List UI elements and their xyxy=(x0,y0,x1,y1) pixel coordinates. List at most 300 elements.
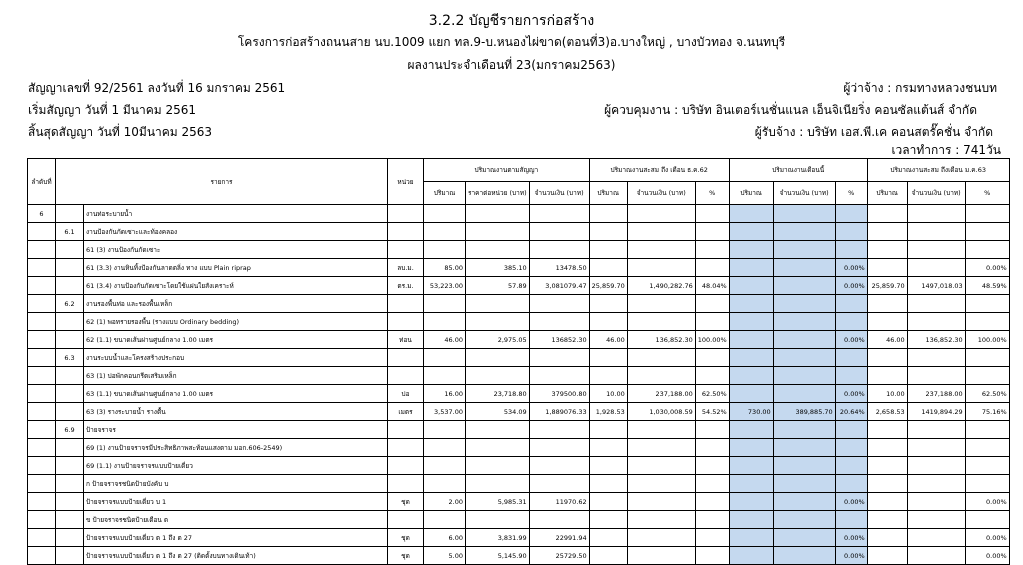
table-cell xyxy=(729,313,773,331)
table-cell xyxy=(867,223,907,241)
table-cell xyxy=(867,439,907,457)
table-cell xyxy=(729,367,773,385)
table-cell xyxy=(424,295,466,313)
table-cell: 75.16% xyxy=(965,403,1009,421)
construction-items-table xyxy=(27,158,1010,565)
table-cell xyxy=(28,511,56,529)
table-cell xyxy=(589,457,627,475)
table-cell xyxy=(56,403,84,421)
col-qty: ปริมาณ xyxy=(424,182,466,205)
table-cell: 0.00% xyxy=(965,259,1009,277)
table-cell: 11970.62 xyxy=(529,493,589,511)
table-cell xyxy=(695,457,729,475)
table-cell xyxy=(695,259,729,277)
table-row xyxy=(28,241,1010,259)
table-cell: 5,145.90 xyxy=(466,547,530,565)
table-cell xyxy=(835,241,867,259)
table-cell: 62.50% xyxy=(965,385,1009,403)
table-cell: 62 (1) พอทรายรองพื้น (รางแบบ Ordinary bedding) xyxy=(84,313,388,331)
table-row xyxy=(28,223,1010,241)
table-cell: งานท่อระบายน้ำ xyxy=(84,205,388,223)
table-cell xyxy=(965,511,1009,529)
table-cell: 0.00% xyxy=(835,259,867,277)
table-cell xyxy=(835,421,867,439)
table-cell: 53,223.00 xyxy=(424,277,466,295)
table-cell xyxy=(424,349,466,367)
table-cell xyxy=(627,223,695,241)
table-cell xyxy=(695,493,729,511)
table-cell: 0.00% xyxy=(835,277,867,295)
table-cell: ชุด xyxy=(388,529,424,547)
table-cell xyxy=(695,475,729,493)
table-cell xyxy=(695,349,729,367)
table-cell xyxy=(907,511,965,529)
table-cell xyxy=(627,205,695,223)
table-cell xyxy=(773,511,835,529)
col-prev: ปริมาณงานสะสม ถึง เดือน ธ.ค.62 xyxy=(589,159,729,182)
table-cell xyxy=(424,313,466,331)
table-cell xyxy=(773,457,835,475)
table-cell xyxy=(965,295,1009,313)
table-cell: 48.04% xyxy=(695,277,729,295)
table-cell xyxy=(965,367,1009,385)
table-cell xyxy=(867,421,907,439)
table-cell xyxy=(867,313,907,331)
table-cell: 237,188.00 xyxy=(907,385,965,403)
table-cell xyxy=(529,457,589,475)
table-cell: 16.00 xyxy=(424,385,466,403)
table-cell xyxy=(907,295,965,313)
table-cell xyxy=(627,421,695,439)
table-cell: 61 (3.3) งานหินทิ้งป้องกันลาดตลิ่ง ทาง แบบ Plain riprap xyxy=(84,259,388,277)
table-cell xyxy=(965,313,1009,331)
table-cell xyxy=(589,493,627,511)
table-row xyxy=(28,403,1010,421)
table-cell xyxy=(907,367,965,385)
table-cell xyxy=(28,439,56,457)
table-cell xyxy=(424,439,466,457)
table-cell: 1497,018.03 xyxy=(907,277,965,295)
col-item: รายการ xyxy=(56,159,388,205)
table-cell: 6.00 xyxy=(424,529,466,547)
table-cell: 2.00 xyxy=(424,493,466,511)
table-cell xyxy=(773,367,835,385)
table-cell xyxy=(529,439,589,457)
table-cell: ข ป้ายจราจรชนิดป้ายเตือน ต xyxy=(84,511,388,529)
table-cell xyxy=(729,295,773,313)
table-cell xyxy=(907,475,965,493)
table-cell: 61 (3) งานป้องกันกัดเซาะ xyxy=(84,241,388,259)
table-cell xyxy=(907,259,965,277)
table-cell xyxy=(907,493,965,511)
supervisor: ผู้ควบคุมงาน : บริษัท อินเตอร์เนชั่นแนล เอ็นจิเนียริ่ง คอนซัลแต้นส์ จำกัด xyxy=(604,103,977,117)
table-cell: 6 xyxy=(28,205,56,223)
table-cell xyxy=(424,241,466,259)
table-row xyxy=(28,295,1010,313)
table-cell: ป้ายจราจรแบบป้ายเดี่ยว ต 1 ถึง ต 27 (ติดตั้งบนทางเดินเท้า) xyxy=(84,547,388,565)
table-cell xyxy=(28,457,56,475)
table-cell xyxy=(867,259,907,277)
table-cell xyxy=(388,241,424,259)
table-row xyxy=(28,493,1010,511)
table-cell xyxy=(773,205,835,223)
employer: ผู้ว่าจ้าง : กรมทางหลวงชนบท xyxy=(843,81,997,95)
contract-start: เริ่มสัญญา วันที่ 1 มีนาคม 2561 xyxy=(28,103,197,117)
table-cell xyxy=(28,475,56,493)
table-cell xyxy=(835,349,867,367)
table-cell xyxy=(867,493,907,511)
table-cell: 2,975.05 xyxy=(466,331,530,349)
table-cell xyxy=(965,421,1009,439)
table-cell: ป้ายจราจรแบบป้ายเดี่ยว บ 1 xyxy=(84,493,388,511)
table-cell xyxy=(729,205,773,223)
table-row xyxy=(28,349,1010,367)
table-cell xyxy=(627,313,695,331)
table-cell xyxy=(466,511,530,529)
table-cell xyxy=(965,241,1009,259)
table-cell xyxy=(56,385,84,403)
table-cell xyxy=(773,349,835,367)
table-cell xyxy=(627,475,695,493)
table-cell xyxy=(965,223,1009,241)
table-cell xyxy=(589,313,627,331)
table-cell xyxy=(907,457,965,475)
table-cell xyxy=(867,511,907,529)
table-cell xyxy=(695,439,729,457)
table-cell: ตร.ม. xyxy=(388,277,424,295)
table-cell: 62 (1.1) ขนาดเส้นผ่านศูนย์กลาง 1.00 เมตร xyxy=(84,331,388,349)
table-cell xyxy=(56,277,84,295)
table-cell xyxy=(529,223,589,241)
table-cell xyxy=(729,511,773,529)
table-cell: 3,081079.47 xyxy=(529,277,589,295)
table-cell xyxy=(28,331,56,349)
table-cell: 0.00% xyxy=(835,547,867,565)
table-cell xyxy=(589,421,627,439)
table-cell: 534.09 xyxy=(466,403,530,421)
table-cell: 237,188.00 xyxy=(627,385,695,403)
table-cell xyxy=(388,223,424,241)
col-amount: จำนวนเงิน (บาท) xyxy=(627,182,695,205)
table-cell xyxy=(388,421,424,439)
table-cell: 6.3 xyxy=(56,349,84,367)
table-cell xyxy=(529,511,589,529)
table-cell xyxy=(729,547,773,565)
table-cell xyxy=(907,223,965,241)
table-row xyxy=(28,421,1010,439)
table-cell xyxy=(695,547,729,565)
table-cell: 62.50% xyxy=(695,385,729,403)
table-cell xyxy=(466,349,530,367)
table-cell xyxy=(424,511,466,529)
table-cell xyxy=(529,205,589,223)
table-cell xyxy=(388,295,424,313)
table-cell: 54.52% xyxy=(695,403,729,421)
table-cell: 0.00% xyxy=(965,493,1009,511)
col-amount: จำนวนเงิน (บาท) xyxy=(907,182,965,205)
table-cell xyxy=(388,511,424,529)
table-cell xyxy=(589,295,627,313)
table-cell xyxy=(28,259,56,277)
table-cell: 0.00% xyxy=(835,493,867,511)
table-cell xyxy=(907,313,965,331)
table-cell: 23,718.80 xyxy=(466,385,530,403)
table-cell xyxy=(835,205,867,223)
table-cell: 1,928.53 xyxy=(589,403,627,421)
table-cell xyxy=(773,241,835,259)
table-cell xyxy=(388,439,424,457)
table-cell xyxy=(388,367,424,385)
table-cell xyxy=(729,349,773,367)
table-cell: เมตร xyxy=(388,403,424,421)
table-cell xyxy=(695,223,729,241)
report-period: ผลงานประจำเดือนที่ 23(มกราคม2563) xyxy=(407,58,616,72)
table-cell: 136,852.30 xyxy=(627,331,695,349)
table-cell xyxy=(466,439,530,457)
table-cell xyxy=(965,349,1009,367)
table-cell: 20.64% xyxy=(835,403,867,421)
table-cell xyxy=(729,259,773,277)
table-cell xyxy=(867,349,907,367)
table-cell: งานป้องกันกัดเซาะและท้องคลอง xyxy=(84,223,388,241)
table-cell xyxy=(56,547,84,565)
table-cell xyxy=(835,367,867,385)
table-cell: 46.00 xyxy=(424,331,466,349)
table-row xyxy=(28,331,1010,349)
table-cell xyxy=(729,493,773,511)
table-cell: 6.1 xyxy=(56,223,84,241)
col-pct: % xyxy=(835,182,867,205)
table-cell xyxy=(529,313,589,331)
table-row xyxy=(28,547,1010,565)
table-cell xyxy=(627,547,695,565)
table-cell xyxy=(867,205,907,223)
table-cell: 2,658.53 xyxy=(867,403,907,421)
table-cell xyxy=(388,205,424,223)
col-qty: ปริมาณ xyxy=(867,182,907,205)
table-cell xyxy=(589,223,627,241)
table-cell: 0.00% xyxy=(965,529,1009,547)
table-cell xyxy=(56,205,84,223)
col-unit-price: ราคาต่อหน่วย (บาท) xyxy=(466,182,530,205)
table-cell xyxy=(424,421,466,439)
table-cell xyxy=(729,439,773,457)
table-cell xyxy=(627,241,695,259)
table-cell xyxy=(56,313,84,331)
table-cell xyxy=(589,205,627,223)
table-cell xyxy=(56,331,84,349)
col-amount: จำนวนเงิน (บาท) xyxy=(529,182,589,205)
col-cum: ปริมาณงานสะสม ถึงเดือน ม.ค.63 xyxy=(867,159,1009,182)
table-cell xyxy=(424,223,466,241)
table-row xyxy=(28,259,1010,277)
table-cell: ชุด xyxy=(388,493,424,511)
table-cell xyxy=(28,241,56,259)
table-cell xyxy=(529,367,589,385)
table-cell xyxy=(589,475,627,493)
table-cell xyxy=(773,421,835,439)
table-cell xyxy=(627,511,695,529)
table-cell xyxy=(867,367,907,385)
table-cell: 3,537.00 xyxy=(424,403,466,421)
table-body xyxy=(28,205,1010,565)
table-cell xyxy=(773,259,835,277)
table-cell: บ่อ xyxy=(388,385,424,403)
table-cell xyxy=(773,493,835,511)
table-cell xyxy=(28,277,56,295)
table-cell: 100.00% xyxy=(965,331,1009,349)
table-cell xyxy=(835,457,867,475)
table-cell: 63 (1.1) ขนาดเส้นผ่านศูนย์กลาง 1.00 เมตร xyxy=(84,385,388,403)
table-cell xyxy=(695,205,729,223)
table-cell xyxy=(529,241,589,259)
table-cell xyxy=(773,223,835,241)
table-row xyxy=(28,511,1010,529)
contract-number: สัญญาเลขที่ 92/2561 ลงวันที่ 16 มกราคม 2561 xyxy=(28,81,286,95)
table-cell xyxy=(907,439,965,457)
table-cell xyxy=(627,457,695,475)
table-cell: 385.10 xyxy=(466,259,530,277)
table-row xyxy=(28,385,1010,403)
table-cell: ท่อน xyxy=(388,331,424,349)
project-name: โครงการก่อสร้างถนนสาย นบ.1009 แยก ทล.9-บ.หนองไผ่ขาด(ตอนที่3)อ.บางใหญ่ , บางบัวทอง จ.นนทบุรี xyxy=(237,35,786,49)
table-row xyxy=(28,439,1010,457)
table-cell: 69 (1) งานป้ายจราจรมีประสิทธิภาพสะท้อนแสงตาม มอก.606-2549) xyxy=(84,439,388,457)
table-cell xyxy=(627,259,695,277)
table-row xyxy=(28,457,1010,475)
table-cell: 69 (1.1) งานป้ายจราจรแบบป้ายเดี่ยว xyxy=(84,457,388,475)
table-cell: 10.00 xyxy=(589,385,627,403)
table-cell: 46.00 xyxy=(589,331,627,349)
table-cell: 61 (3.4) งานป้องกันกัดเซาะโดยใช้แผ่นใยสังเคราะห์ xyxy=(84,277,388,295)
table-cell xyxy=(729,331,773,349)
table-cell xyxy=(56,475,84,493)
table-cell xyxy=(907,547,965,565)
table-cell xyxy=(907,241,965,259)
table-cell xyxy=(424,457,466,475)
table-cell: 25,859.70 xyxy=(589,277,627,295)
col-qty: ปริมาณ xyxy=(729,182,773,205)
table-cell: 10.00 xyxy=(867,385,907,403)
table-cell xyxy=(627,349,695,367)
table-cell: 136852.30 xyxy=(529,331,589,349)
table-cell xyxy=(589,349,627,367)
table-cell xyxy=(466,457,530,475)
table-cell xyxy=(729,421,773,439)
table-cell: 85.00 xyxy=(424,259,466,277)
table-cell xyxy=(835,475,867,493)
col-pct: % xyxy=(965,182,1009,205)
table-cell xyxy=(729,475,773,493)
table-cell: 6.2 xyxy=(56,295,84,313)
table-cell xyxy=(28,313,56,331)
table-cell xyxy=(835,295,867,313)
table-cell: 25729.50 xyxy=(529,547,589,565)
table-cell: 48.59% xyxy=(965,277,1009,295)
table-cell xyxy=(388,313,424,331)
table-cell xyxy=(466,367,530,385)
contractor: ผู้รับจ้าง : บริษัท เอส.พี.เค คอนสตรั๊คชั่น จำกัด xyxy=(754,125,993,139)
table-cell: 5.00 xyxy=(424,547,466,565)
table-cell xyxy=(466,241,530,259)
table-cell xyxy=(466,205,530,223)
table-cell xyxy=(867,547,907,565)
table-cell xyxy=(729,223,773,241)
table-cell xyxy=(589,511,627,529)
table-cell xyxy=(56,241,84,259)
table-cell xyxy=(56,457,84,475)
table-cell: 100.00% xyxy=(695,331,729,349)
table-cell xyxy=(965,475,1009,493)
table-cell xyxy=(773,277,835,295)
table-cell xyxy=(773,439,835,457)
table-cell: 1,490,282.76 xyxy=(627,277,695,295)
table-row xyxy=(28,475,1010,493)
table-cell xyxy=(589,259,627,277)
table-cell xyxy=(466,421,530,439)
table-cell: 136,852.30 xyxy=(907,331,965,349)
table-cell xyxy=(695,313,729,331)
table-cell: 57.89 xyxy=(466,277,530,295)
table-cell xyxy=(589,439,627,457)
table-cell xyxy=(773,547,835,565)
work-duration: เวลาทำการ : 741วัน xyxy=(891,143,1001,157)
table-cell xyxy=(729,457,773,475)
document-title: 3.2.2 บัญชีรายการก่อสร้าง xyxy=(428,13,595,29)
table-row xyxy=(28,205,1010,223)
table-cell xyxy=(424,367,466,385)
table-cell xyxy=(388,475,424,493)
table-cell: 6.9 xyxy=(56,421,84,439)
table-cell xyxy=(28,385,56,403)
header-row-1 xyxy=(28,159,1010,182)
table-cell xyxy=(867,241,907,259)
table-cell xyxy=(695,367,729,385)
table-cell xyxy=(695,241,729,259)
table-cell xyxy=(388,457,424,475)
table-cell xyxy=(388,349,424,367)
table-cell: งานรองพื้นท่อ และรองพื้นเหล็ก xyxy=(84,295,388,313)
table-cell: 1419,894.29 xyxy=(907,403,965,421)
table-cell xyxy=(529,475,589,493)
table-cell: 46.00 xyxy=(867,331,907,349)
table-cell: 25,859.70 xyxy=(867,277,907,295)
col-pct: % xyxy=(695,182,729,205)
table-cell: ชุด xyxy=(388,547,424,565)
table-cell xyxy=(835,511,867,529)
table-cell xyxy=(773,313,835,331)
table-cell xyxy=(627,439,695,457)
table-cell: 1,030,008.59 xyxy=(627,403,695,421)
table-cell xyxy=(56,511,84,529)
table-row xyxy=(28,313,1010,331)
col-amount: จำนวนเงิน (บาท) xyxy=(773,182,835,205)
table-cell xyxy=(729,385,773,403)
table-cell: 13478.50 xyxy=(529,259,589,277)
col-unit: หน่วย xyxy=(388,159,424,205)
table-cell xyxy=(28,547,56,565)
table-cell xyxy=(466,223,530,241)
table-row xyxy=(28,367,1010,385)
table-cell xyxy=(56,367,84,385)
table-cell xyxy=(56,493,84,511)
table-cell xyxy=(28,349,56,367)
table-cell: 0.00% xyxy=(835,529,867,547)
table-cell xyxy=(627,295,695,313)
table-cell: ป้ายจราจรแบบป้ายเดี่ยว ต 1 ถึง ต 27 xyxy=(84,529,388,547)
table-cell xyxy=(773,475,835,493)
table-row xyxy=(28,277,1010,295)
